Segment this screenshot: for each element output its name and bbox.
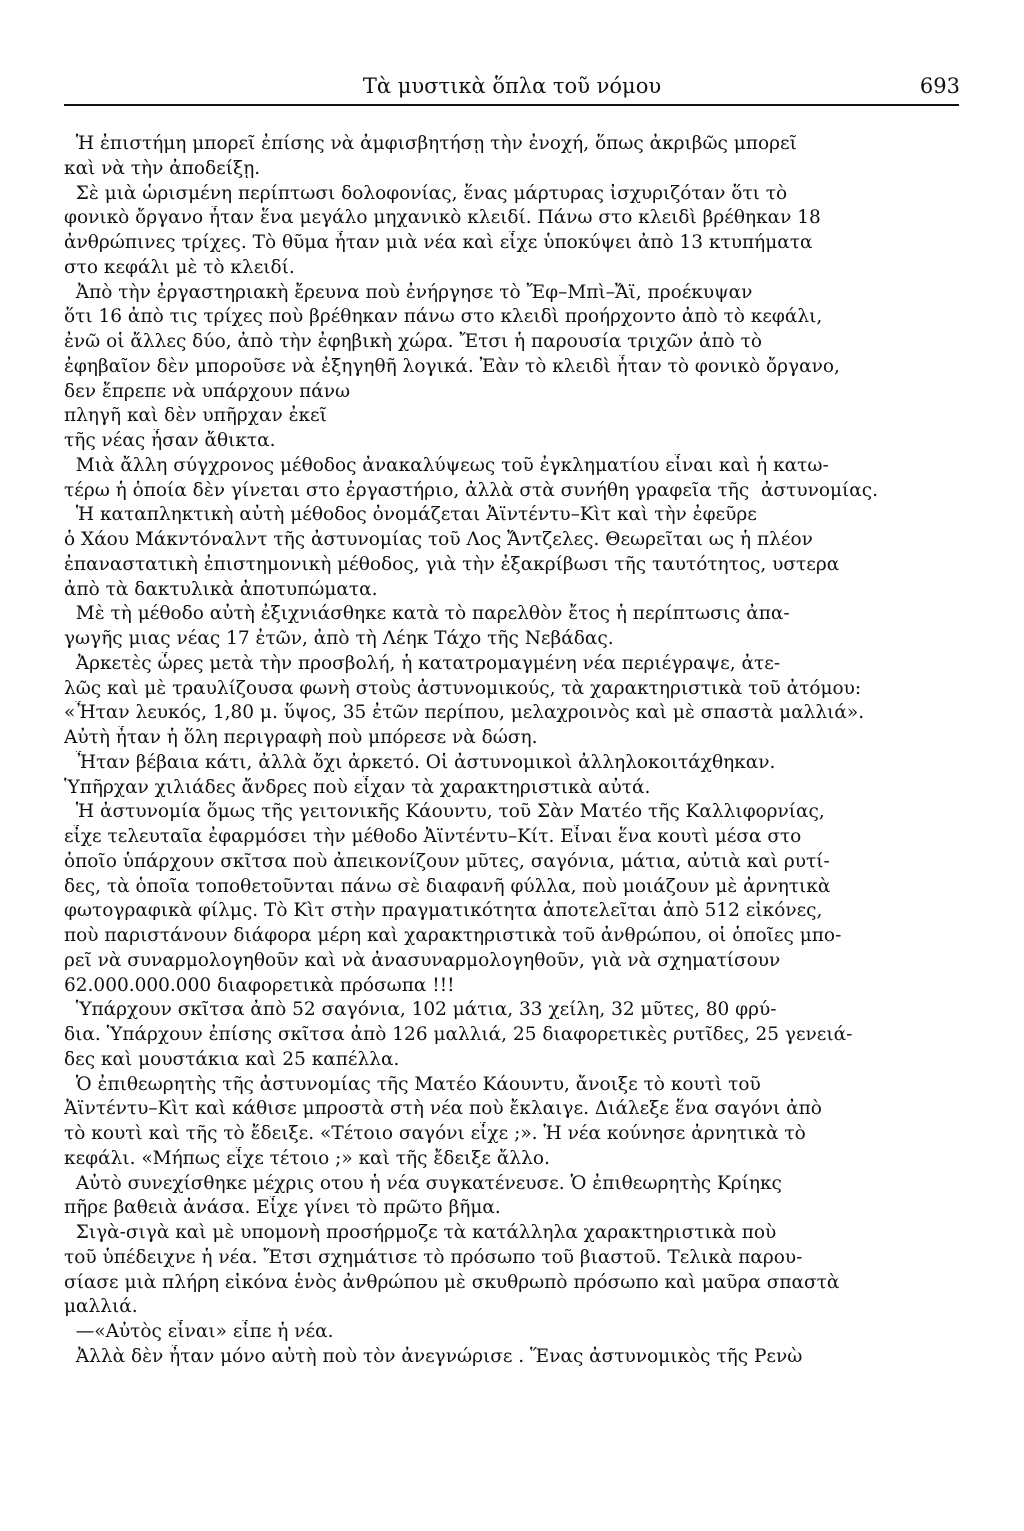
text-line: Ἡ ἀστυνομία ὅμως τῆς γειτονικῆς Κάουντυ, τοῦ Σὰν Ματέο τῆς Καλλιφορνίας, <box>64 801 825 823</box>
text-line: δες καὶ μουστάκια καὶ 25 καπέλλα. <box>64 1048 400 1070</box>
text-line: Αὐτὴ ἦταν ἡ ὅλη περιγραφὴ ποὺ μπόρεσε νὰ δώση. <box>64 727 538 748</box>
text-line: γωγῆς μιας νέας 17 ἐτῶν, ἀπὸ τὴ Λέηκ Τάχο τῆς Νεβάδας. <box>64 628 614 649</box>
text-line: τέρω ἡ ὁποία δὲν γίνεται στο ἐργαστήριο, ἀλλὰ στὰ συνήθη γραφεῖα τῆς ἀστυνομίας. <box>64 479 878 501</box>
text-line: Ἀπὸ τὴν ἐργαστηριακὴ ἔρευνα ποὺ ἐνήργησε τὸ Ἔφ–Μπὶ–Ἄϊ, προέκυψαν <box>64 281 753 303</box>
text-line: Ἡ καταπληκτικὴ αὐτὴ μέθοδος ὀνομάζεται Ἀϊντέντυ–Κὶτ καὶ τὴν ἐφεῦρε <box>64 504 757 526</box>
text-line: εἶχε τελευταῖα ἐφαρμόσει τὴν μέθοδο Ἀϊντέντυ–Κίτ. Εἶναι ἕνα κουτὶ μέσα στο <box>64 826 802 847</box>
text-line: καὶ νὰ τὴν ἀποδείξῃ. <box>64 157 261 179</box>
body-text <box>64 132 959 1370</box>
text-line: δεν ἔπρεπε νὰ υπάρχουν πάνω <box>64 380 351 402</box>
text-line: Αὐτὸ συνεχίσθηκε μέχρις οτου ἡ νέα συγκατένευσε. Ὁ ἐπιθεωρητὴς Κρίηκς <box>64 1172 782 1194</box>
text-line: πληγῆ καὶ δὲν υπῆρχαν ἐκεῖ <box>64 405 327 427</box>
header-rule <box>64 104 959 106</box>
text-line: Μιὰ ἄλλη σύγχρονος μέθοδος ἀνακαλύψεως τοῦ ἐγκληματίου εἶναι καὶ ἡ κατω- <box>64 454 829 476</box>
text-line: ἐπαναστατικὴ ἐπιστημονικὴ μέθοδος, γιὰ τὴν ἐξακρίβωσι τῆς ταυτότητος, υστερα <box>64 553 840 575</box>
running-title: Τὰ μυστικὰ ὅπλα τοῦ νόμου <box>362 74 662 98</box>
text-line: σίασε μιὰ πλήρη εἰκόνα ἑνὸς ἀνθρώπου μὲ σκυθρωπὸ πρόσωπο καὶ μαῦρα σπαστὰ <box>64 1271 840 1293</box>
text-line: κεφάλι. «Μήπως εἶχε τέτοιο ;» καὶ τῆς ἔδειξε ἄλλο. <box>64 1147 550 1169</box>
text-line: Σιγὰ-σιγὰ καὶ μὲ υπομονὴ προσήρμοζε τὰ κατάλληλα χαρακτηριστικὰ ποὺ <box>64 1222 777 1243</box>
text-line: Μὲ τὴ μέθοδο αὐτὴ ἐξιχνιάσθηκε κατὰ τὸ παρελθὸν ἔτος ἡ περίπτωσις ἀπα- <box>64 603 790 625</box>
text-line: —«Αὐτὸς εἶναι» εἶπε ἡ νέα. <box>64 1321 334 1342</box>
text-line: 62.000.000.000 διαφορετικὰ πρόσωπα !!! <box>64 974 455 996</box>
text-line: Ἀλλὰ δὲν ἦταν μόνο αὐτὴ ποὺ τὸν ἀνεγνώρισε . Ἕνας ἀστυνομικὸς τῆς Ρενὼ <box>64 1345 803 1367</box>
text-line: ἀπὸ τὰ δακτυλικὰ ἀποτυπώματα. <box>64 578 378 600</box>
text-line: ποὺ παριστάνουν διάφορα μέρη καὶ χαρακτηριστικὰ τοῦ ἀνθρώπου, οἱ ὁποῖες μπο- <box>64 925 842 946</box>
text-line: Ἀϊντέντυ–Κὶτ καὶ κάθισε μπροστὰ στὴ νέα ποὺ ἔκλαιγε. Διάλεξε ἕνα σαγόνι ἀπὸ <box>64 1098 822 1120</box>
text-line: Ὑπάρχουν σκῖτσα ἀπὸ 52 σαγόνια, 102 μάτια, 33 χείλη, 32 μῦτες, 80 φρύ- <box>64 999 777 1021</box>
text-line: μαλλιά. <box>64 1296 138 1318</box>
text-line: «Ἦταν λευκός, 1,80 μ. ὕψος, 35 ἐτῶν περίπου, μελαχροινὸς καὶ μὲ σπαστὰ μαλλιά». <box>64 702 865 724</box>
page-number: 693 <box>919 74 960 98</box>
text-line: ὁποῖο ὑπάρχουν σκῖτσα ποὺ ἀπεικονίζουν μῦτες, σαγόνια, μάτια, αὐτιὰ καὶ ρυτί- <box>64 850 830 872</box>
text-line: Σὲ μιὰ ὡρισμένη περίπτωσι δολοφονίας, ἕνας μάρτυρας ἰσχυριζόταν ὅτι τὸ <box>64 182 788 204</box>
text-line: ἀνθρώπινες τρίχες. Τὸ θῦμα ἦταν μιὰ νέα καὶ εἶχε ὑποκύψει ἀπὸ 13 κτυπήματα <box>64 232 813 253</box>
text-line: ὁ Χάου Μάκντόναλντ τῆς ἀστυνομίας τοῦ Λος Ἄντζελες. Θεωρεῖται ως ἡ πλέον <box>64 529 813 550</box>
text-line: τὸ κουτὶ καὶ τῆς τὸ ἔδειξε. «Τέτοιο σαγόνι εἶχε ;». Ἡ νέα κούνησε ἀρνητικὰ τὸ <box>64 1123 806 1144</box>
text-line: δια. Ὑπάρχουν ἐπίσης σκῖτσα ἀπὸ 126 μαλλιά, 25 διαφορετικὲς ρυτῖδες, 25 γενειά- <box>64 1024 853 1045</box>
text-line: Ἦταν βέβαια κάτι, ἀλλὰ ὄχι ἀρκετό. Οἱ ἀστυνομικοὶ ἀλληλοκοιτάχθηκαν. <box>64 751 776 773</box>
text-line: φωτογραφικὰ φίλμς. Τὸ Κὶτ στὴν πραγματικότητα ἀποτελεῖται ἀπὸ 512 εἰκόνες, <box>64 900 823 922</box>
text-line: Ἀρκετὲς ὧρες μετὰ τὴν προσβολή, ἡ κατατρομαγμένη νέα περιέγραψε, ἀτε- <box>64 652 781 674</box>
text-line: Ἡ ἐπιστήμη μπορεῖ ἐπίσης νὰ ἀμφισβητήσῃ τὴν ἐνοχή, ὅπως ἀκριβῶς μπορεῖ <box>64 133 797 154</box>
text-line: ἐφηβαῖον δὲν μποροῦσε νὰ ἐξηγηθῆ λογικά. Ἐὰν τὸ κλειδὶ ἦταν τὸ φονικὸ ὄργανο, <box>64 355 840 377</box>
text-line: λῶς καὶ μὲ τραυλίζουσα φωνὴ στοὺς ἀστυνομικούς, τὰ χαρακτηριστικὰ τοῦ ἀτόμου: <box>64 677 862 699</box>
text-line: τῆς νέας ἦσαν ἄθικτα. <box>64 430 276 451</box>
running-header <box>64 64 960 104</box>
text-line: δες, τὰ ὁποῖα τοποθετοῦνται πάνω σὲ διαφανῆ φύλλα, ποὺ μοιάζουν μὲ ἀρνητικὰ <box>64 875 831 897</box>
text-line: τοῦ ὑπέδειχνε ἡ νέα. Ἔτσι σχημάτισε τὸ πρόσωπο τοῦ βιαστοῦ. Τελικὰ παρου- <box>64 1246 803 1268</box>
text-line: ἐνῶ οἱ ἄλλες δύο, ἀπὸ τὴν ἐφηβικὴ χώρα. Ἔτσι ἡ παρουσία τριχῶν ἀπὸ τὸ <box>64 331 763 352</box>
text-line: πῆρε βαθειὰ ἀνάσα. Εἶχε γίνει τὸ πρῶτο βῆμα. <box>64 1197 501 1219</box>
text-line: φονικὸ ὄργανο ἦταν ἕνα μεγάλο μηχανικὸ κλειδί. Πάνω στο κλειδὶ βρέθηκαν 18 <box>64 207 821 229</box>
text-line: ρεῖ νὰ συναρμολογηθοῦν καὶ νὰ ἀνασυναρμολογηθοῦν, γιὰ νὰ σχηματίσουν <box>64 949 781 971</box>
text-line: Ὁ ἐπιθεωρητὴς τῆς ἀστυνομίας τῆς Ματέο Κάουντυ, ἄνοιξε τὸ κουτὶ τοῦ <box>64 1073 761 1095</box>
text-line: Ὑπῆρχαν χιλιάδες ἄνδρες ποὺ εἶχαν τὰ χαρακτηριστικὰ αὐτά. <box>64 776 651 798</box>
text-line: ὅτι 16 ἀπὸ τις τρίχες ποὺ βρέθηκαν πάνω στο κλειδὶ προήρχοντο ἀπὸ τὸ κεφάλι, <box>64 306 823 328</box>
text-line: στο κεφάλι μὲ τὸ κλειδί. <box>64 256 295 278</box>
